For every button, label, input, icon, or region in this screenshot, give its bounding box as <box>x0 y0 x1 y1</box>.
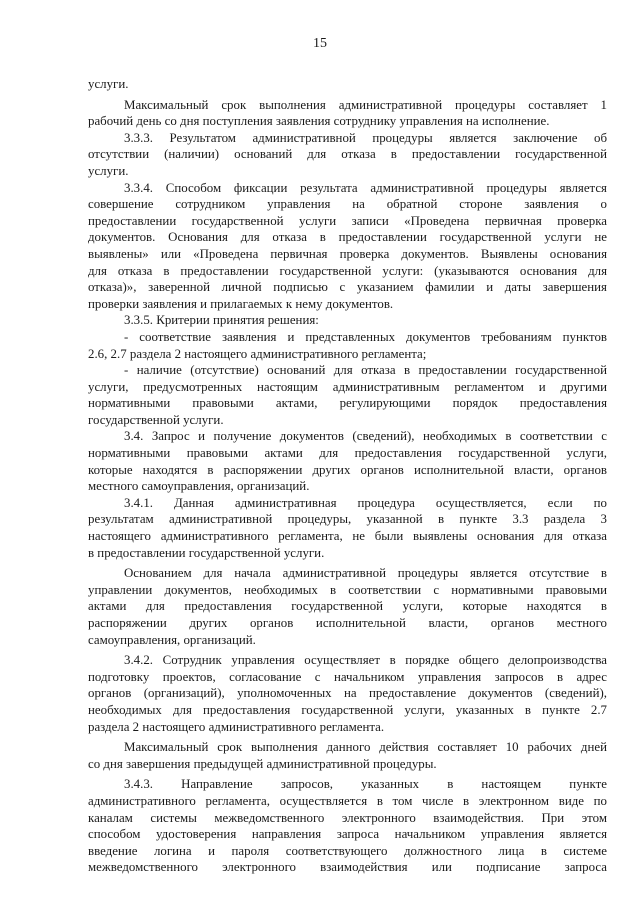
text-line: документов. Основания для отказа в предоставлении государственной услуги не <box>88 230 607 245</box>
text-line: выявлены» или «Проведена первичная проверка документов. Выявлены основания <box>88 246 607 261</box>
text-line: раздела 2 настоящего административного регламента. <box>88 719 385 734</box>
text-line: 2.6, 2.7 раздела 2 настоящего административного регламента; <box>88 346 427 361</box>
text-line: совершение сотрудником управления на обратной стороне заявления о <box>88 197 607 212</box>
text-line: Основанием для начала административной процедуры является отсутствие в <box>124 566 607 581</box>
text-line: самоуправления, организаций. <box>88 632 256 647</box>
text-line: отказа)», заверенной личной подписью с указанием фамилии и даты завершения <box>88 280 607 295</box>
text-line: Максимальный срок выполнения административной процедуры составляет 1 <box>124 97 607 112</box>
text-line: рабочий день со дня поступления заявления сотруднику управления на исполнение. <box>88 114 550 129</box>
text-line: для отказа в предоставлении государственной услуги: (указываются основания для <box>88 263 607 278</box>
text-line: в предоставлении государственной услуги. <box>88 545 325 560</box>
text-line: настоящего административного регламента, не были выявлены основания для отказа <box>88 529 607 544</box>
text-line: местного самоуправления, организаций. <box>88 479 310 494</box>
text-line: введение логина и пароля соответствующего должностного лица в системе <box>88 843 607 858</box>
text-line: государственной услуги. <box>88 412 224 427</box>
text-line: необходимых для предоставления государственной услуги, указанных в пункте 2.7 <box>88 702 607 717</box>
text-line: 3.4.3. Направление запросов, указанных в настоящем пункте <box>124 777 607 792</box>
page-number: 15 <box>313 36 327 51</box>
text-line: способом удостоверения направления запроса начальником управления является <box>88 827 607 842</box>
text-line: актами для предоставления государственной услуги, которые находятся в <box>88 599 607 614</box>
text-line: услуги. <box>88 163 129 178</box>
text-line: 3.4. Запрос и получение документов (сведений), необходимых в соответствии с <box>124 429 607 444</box>
text-line: 3.4.2. Сотрудник управления осуществляет в порядке общего делопроизводства <box>124 653 607 668</box>
text-line: каналам системы межведомственного электронного взаимодействия. При этом <box>88 810 607 825</box>
text-line: нормативными правовыми актами для предоставления государственной услуги, <box>88 446 607 461</box>
text-line: органов (организаций), уполномоченных на предоставление документов (сведений), <box>88 686 607 701</box>
document-body <box>88 76 607 876</box>
text-line: отсутствии (наличии) оснований для отказа в предоставлении государственной <box>88 147 607 162</box>
text-line: - соответствие заявления и представленных документов требованиям пунктов <box>124 329 607 344</box>
text-line: 3.4.1. Данная административная процедура осуществляется, если по <box>124 495 607 510</box>
text-line: 3.3.5. Критерии принятия решения: <box>124 313 319 328</box>
text-line: нормативными правовыми актами, регулирующими порядок предоставления <box>88 396 607 411</box>
text-line: услуги, предусмотренных настоящим административным регламентом и другими <box>88 379 607 394</box>
text-line: межведомственного электронного взаимодействия или подписание запроса <box>88 860 607 875</box>
text-line: результатам административной процедуры, указанной в пункте 3.3 раздела 3 <box>88 512 607 527</box>
text-line: - наличие (отсутствие) оснований для отказа в предоставлении государственной <box>124 363 607 378</box>
text-line: услуги. <box>88 77 129 91</box>
text-line: распоряжении других органов исполнительной власти, органов местного <box>88 616 607 630</box>
text-line: со дня завершения предыдущей административной процедуры. <box>88 756 437 771</box>
text-line: которые находятся в распоряжении других органов исполнительной власти, органов <box>88 462 607 477</box>
text-line: 3.3.4. Способом фиксации результата административной процедуры является <box>124 180 607 195</box>
text-line: подготовку проектов, согласование с начальником управления запросов в адрес <box>88 669 607 684</box>
text-line: предоставлении государственной услуги записи «Проведена первичная проверка <box>88 213 607 228</box>
text-line: 3.3.3. Результатом административной процедуры является заключение об <box>124 130 607 145</box>
text-line: проверки заявления и прилагаемых к нему документов. <box>88 296 394 311</box>
text-line: Максимальный срок выполнения данного действия составляет 10 рабочих дней <box>124 740 607 755</box>
text-line: административного регламента, осуществляется в том числе в электронном виде по <box>88 793 607 808</box>
text-line: управлении документов, необходимых в соответствии с нормативными правовыми <box>88 582 607 597</box>
